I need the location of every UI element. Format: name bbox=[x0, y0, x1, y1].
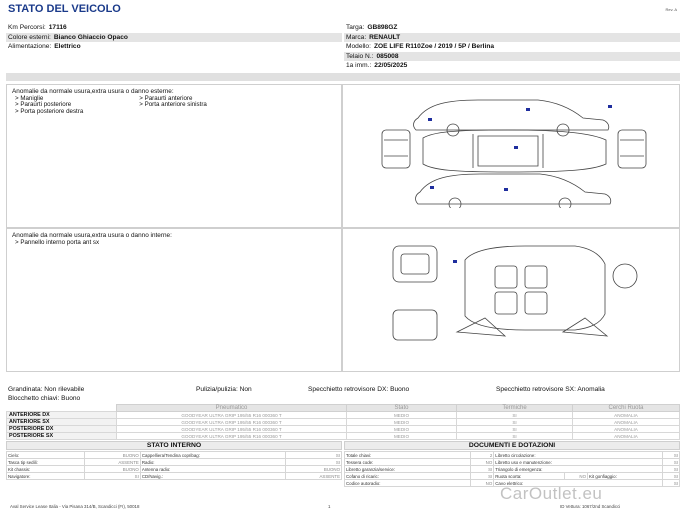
tyres-header-row bbox=[7, 405, 680, 412]
interior-table bbox=[6, 451, 342, 480]
table-row bbox=[7, 426, 680, 433]
chassis-value: 085008 bbox=[376, 53, 399, 60]
interior-label: Antenna radio: bbox=[140, 466, 285, 473]
interior-label: Tasca tip sedili: bbox=[7, 459, 85, 466]
table-row bbox=[7, 419, 680, 426]
document-value: SI bbox=[662, 452, 679, 459]
document-label: Libretto garanzia/service: bbox=[345, 466, 471, 473]
exterior-car-diagram bbox=[378, 96, 650, 208]
color-value: Bianco Ghiaccio Opaco bbox=[53, 34, 128, 41]
color-label: Colore esterni: bbox=[8, 34, 51, 41]
fuel-label: Alimentazione: bbox=[8, 43, 52, 50]
interior-value: BUONO bbox=[286, 466, 342, 473]
interior-label: Cielo: bbox=[7, 452, 85, 459]
external-damage-list bbox=[7, 96, 341, 115]
internal-damage-item: > Pannello interno porta ant sx bbox=[15, 239, 100, 246]
front-seat-view bbox=[393, 246, 437, 282]
tyre-winter: SI bbox=[457, 426, 573, 433]
brand-row bbox=[344, 33, 680, 42]
tyres-header-state: Stato bbox=[347, 405, 457, 412]
table-row bbox=[7, 459, 342, 466]
document-label: Cavo elettrico: bbox=[494, 480, 662, 487]
tyre-position: ANTERIORE SX bbox=[7, 419, 117, 426]
internal-damage-list bbox=[7, 240, 341, 246]
tyre-model: GOODYEAR ULTRA GRIP 195/55 R16 000360 T bbox=[117, 433, 347, 440]
interior-label: CD/Navig.: bbox=[140, 473, 285, 480]
external-damage-item: > Porta anteriore sinistra bbox=[139, 101, 207, 109]
document-value: SI bbox=[471, 466, 494, 473]
document-label: Codice autoradio: bbox=[345, 480, 471, 487]
tyre-model: GOODYEAR ULTRA GRIP 195/55 R16 000360 T bbox=[117, 412, 347, 419]
fuel-row bbox=[6, 42, 342, 51]
interior-value: SI bbox=[286, 452, 342, 459]
tyre-winter: SI bbox=[457, 419, 573, 426]
door-panel-left bbox=[457, 318, 505, 336]
interior-car-diagram bbox=[385, 240, 655, 348]
damage-marker bbox=[430, 186, 434, 189]
tyre-state: MEDIO bbox=[347, 419, 457, 426]
interior-label: Radio: bbox=[140, 459, 285, 466]
interior-label: Cappelliera/Tendina copribag: bbox=[140, 452, 285, 459]
damage-marker bbox=[453, 260, 457, 263]
document-label: Tessera code: bbox=[345, 459, 471, 466]
footer-vehicle-id: ID Vettura: 1067/2nd Scandicci bbox=[560, 504, 621, 509]
model-value: ZOE LIFE R110Zoe / 2019 / 5P / Berlina bbox=[373, 43, 495, 50]
document-label: Triangolo di emergenza: bbox=[494, 466, 662, 473]
brand-value: RENAULT bbox=[369, 34, 401, 41]
document-value: SI bbox=[662, 480, 679, 487]
table-row bbox=[7, 412, 680, 419]
damage-marker bbox=[504, 188, 508, 191]
color-row bbox=[6, 33, 342, 42]
watermark: CarOutlet.eu bbox=[500, 484, 603, 503]
tyres-table bbox=[6, 404, 680, 440]
document-label: Libretto circolazione: bbox=[494, 452, 662, 459]
model-label: Modello: bbox=[346, 43, 371, 50]
external-damage-item: > Maniglie bbox=[15, 95, 44, 102]
external-damage-title: Anomalie da normale usura,extra usura o danno esterne: bbox=[12, 88, 174, 95]
tyre-position: POSTERIORE DX bbox=[7, 426, 117, 433]
documents-table bbox=[344, 451, 680, 487]
external-damage-item: > Paraurti posteriore bbox=[15, 101, 72, 109]
km-row bbox=[6, 23, 342, 32]
table-row bbox=[7, 433, 680, 440]
damage-marker bbox=[428, 118, 432, 121]
document-value: SI bbox=[662, 473, 679, 480]
document-value: 2 bbox=[471, 452, 494, 459]
table-row bbox=[345, 452, 680, 459]
chassis-label: Telaio N.: bbox=[346, 53, 374, 60]
dashboard-view bbox=[613, 264, 637, 288]
chassis-row bbox=[344, 52, 680, 61]
external-damage-item: > Paraurti anteriore bbox=[139, 95, 193, 102]
documents-section-title: DOCUMENTI E DOTAZIONI bbox=[344, 441, 680, 450]
interior-value: SI bbox=[84, 473, 140, 480]
damage-marker bbox=[608, 105, 612, 108]
document-value: NO bbox=[471, 459, 494, 466]
table-row bbox=[7, 473, 342, 480]
interior-value: BUONO bbox=[84, 452, 140, 459]
plate-row bbox=[344, 23, 680, 32]
interior-value: BUONO bbox=[84, 466, 140, 473]
document-value: NO bbox=[564, 473, 587, 480]
document-value: SI bbox=[662, 459, 679, 466]
key-lock-status: Blocchetto chiavi: Buono bbox=[8, 395, 81, 402]
fuel-value: Elettrico bbox=[54, 43, 81, 50]
km-value: 17116 bbox=[48, 24, 67, 31]
table-row bbox=[345, 459, 680, 466]
model-row bbox=[344, 42, 680, 51]
interior-value: ASSENTE bbox=[84, 459, 140, 466]
registration-value: 22/05/2025 bbox=[374, 62, 408, 69]
interior-value: ASSENTE bbox=[286, 473, 342, 480]
plate-label: Targa: bbox=[346, 24, 365, 31]
tyres-header-rim: Cerchi Ruota bbox=[573, 405, 680, 412]
tyre-rim: ANOMALIA bbox=[573, 419, 680, 426]
revision-label: Rev. A bbox=[665, 7, 677, 12]
tyre-state: MEDIO bbox=[347, 426, 457, 433]
car-front-view bbox=[382, 130, 410, 168]
tyre-rim: ANOMALIA bbox=[573, 426, 680, 433]
tyre-position: POSTERIORE SX bbox=[7, 433, 117, 440]
table-row bbox=[345, 473, 680, 480]
tyre-state: MEDIO bbox=[347, 412, 457, 419]
plate-value: GB898GZ bbox=[367, 24, 398, 31]
brand-label: Marca: bbox=[346, 34, 367, 41]
damage-marker bbox=[526, 108, 530, 111]
rear-seat-view bbox=[393, 310, 437, 340]
interior-label: Kit chassis: bbox=[7, 466, 85, 473]
separator-band bbox=[6, 73, 680, 81]
external-damage-panel bbox=[6, 84, 342, 228]
table-row bbox=[7, 466, 342, 473]
damage-marker bbox=[514, 146, 518, 149]
registration-row bbox=[344, 61, 680, 70]
document-label: Libretto uso e manutenzione: bbox=[494, 459, 662, 466]
tyre-winter: SI bbox=[457, 433, 573, 440]
tyres-header-winter: Termiche bbox=[457, 405, 573, 412]
car-rear-view bbox=[618, 130, 646, 168]
tyre-rim: ANOMALIA bbox=[573, 433, 680, 440]
mirror-dx-status: Specchietto retrovisore DX: Buono bbox=[308, 386, 410, 393]
document-value: SI bbox=[471, 473, 494, 480]
document-value: NO bbox=[471, 480, 494, 487]
external-damage-item: > Porta posteriore destra bbox=[15, 107, 84, 115]
registration-label: 1a imm.: bbox=[346, 62, 372, 69]
tyre-rim: ANOMALIA bbox=[573, 412, 680, 419]
interior-section-title: STATO INTERNO bbox=[6, 441, 342, 450]
interior-value: SI bbox=[286, 459, 342, 466]
tyre-state: MEDIO bbox=[347, 433, 457, 440]
document-label: Totale chiavi: bbox=[345, 452, 471, 459]
tyres-header-tyre: Pneumatico bbox=[117, 405, 347, 412]
mirror-sx-status: Specchietto retrovisore SX: Anomalia bbox=[496, 386, 605, 393]
footer-company: Aval Service Lease Italia - Via Pisana 314/B, Scandicci (FI), 50018 bbox=[10, 504, 140, 509]
table-row bbox=[7, 452, 342, 459]
km-label: Km Percorsi: bbox=[8, 24, 46, 31]
footer-page-number: 1 bbox=[328, 504, 331, 509]
hail-status: Grandinata: Non rilevabile bbox=[8, 386, 85, 393]
document-label: Cofano di ricaric: bbox=[345, 473, 471, 480]
internal-damage-panel bbox=[6, 228, 342, 372]
tyre-position: ANTERIORE DX bbox=[7, 412, 117, 419]
tyres-header-blank bbox=[7, 405, 117, 412]
internal-damage-title: Anomalie da normale usura,extra usura o danno interne: bbox=[12, 232, 172, 239]
document-label: Ruota scorta: bbox=[494, 473, 565, 480]
page-title: STATO DEL VEICOLO bbox=[8, 3, 121, 15]
document-value: SI bbox=[662, 466, 679, 473]
document-label: Kit gonfiaggio: bbox=[588, 473, 663, 480]
interior-label: Navigatore: bbox=[7, 473, 85, 480]
cleanliness-status: Pulizia/pulizia: Non bbox=[196, 386, 252, 393]
car-side-view-right bbox=[416, 174, 611, 204]
car-side-view-left bbox=[414, 100, 609, 130]
tyre-model: GOODYEAR ULTRA GRIP 195/55 R16 000360 T bbox=[117, 419, 347, 426]
tyre-model: GOODYEAR ULTRA GRIP 195/55 R16 000360 T bbox=[117, 426, 347, 433]
tyre-winter: SI bbox=[457, 412, 573, 419]
table-row bbox=[345, 466, 680, 473]
